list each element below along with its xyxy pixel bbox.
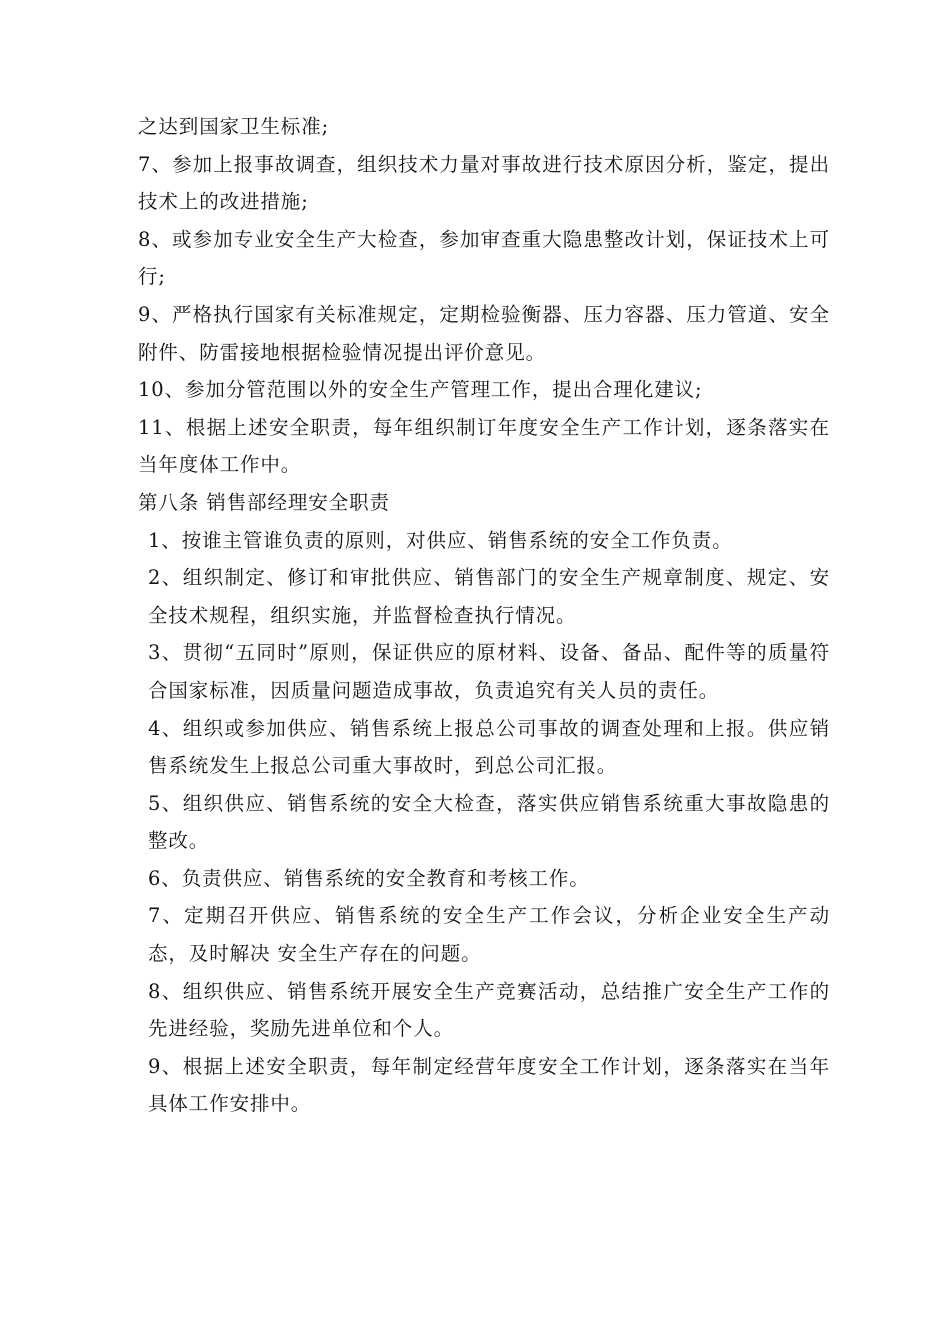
section-heading: 第八条 销售部经理安全职责 [138,490,390,514]
sales-duty-item-5: 5、组织供应、销售系统的安全大检查，落实供应销售系统重大事故隐患的整改。 [148,791,830,853]
paragraph-item-7: 7、参加上报事故调查，组织技术力量对事故进行技术原因分析，鉴定，提出技术上的改进措施; [138,152,830,214]
sales-duty-item-6: 6、负责供应、销售系统的安全教育和考核工作。 [148,866,590,890]
paragraph-item-10: 10、参加分管范围以外的安全生产管理工作，提出合理化建议; [138,378,703,402]
sales-duty-item-8: 8、组织供应、销售系统开展安全生产竞赛活动，总结推广安全生产工作的先进经验，奖励先进单位和个人。 [148,979,830,1041]
sales-duty-item-2: 2、组织制定、修订和审批供应、销售部门的安全生产规章制度、规定、安全技术规程，组织实施，并监督检查执行情况。 [148,566,830,627]
document-body [138,108,830,1123]
sales-duty-item-9: 9、根据上述安全职责，每年制定经营年度安全工作计划，逐条落实在当年具体工作安排中。 [148,1054,830,1116]
paragraph-item-9: 9、严格执行国家有关标准规定，定期检验衡器、压力容器、压力管道、安全附件、防雷接地根据检验情况提出评价意见。 [138,302,830,364]
paragraph-continuation: 之达到国家卫生标准; [138,115,330,138]
paragraph-item-11: 11、根据上述安全职责，每年组织制订年度安全生产工作计划，逐条落实在当年度体工作中。 [138,415,830,477]
sales-duty-item-1: 1、按谁主管谁负责的原则，对供应、销售系统的安全工作负责。 [148,528,733,552]
sales-duty-item-4: 4、组织或参加供应、销售系统上报总公司事故的调查处理和上报。供应销售系统发生上报总公司重大事故时，到总公司汇报。 [148,716,830,778]
paragraph-item-8: 8、或参加专业安全生产大检查，参加审查重大隐患整改计划，保证技术上可行; [138,227,830,289]
sales-duty-item-7: 7、定期召开供应、销售系统的安全生产工作会议，分析企业安全生产动态，及时解决 安全生产存在的问题。 [148,904,830,966]
sales-duty-item-3: 3、贯彻“五同时”原则，保证供应的原材料、设备、备品、配件等的质量符合国家标准，因质量问题造成事故，负责追究有关人员的责任。 [148,641,830,702]
